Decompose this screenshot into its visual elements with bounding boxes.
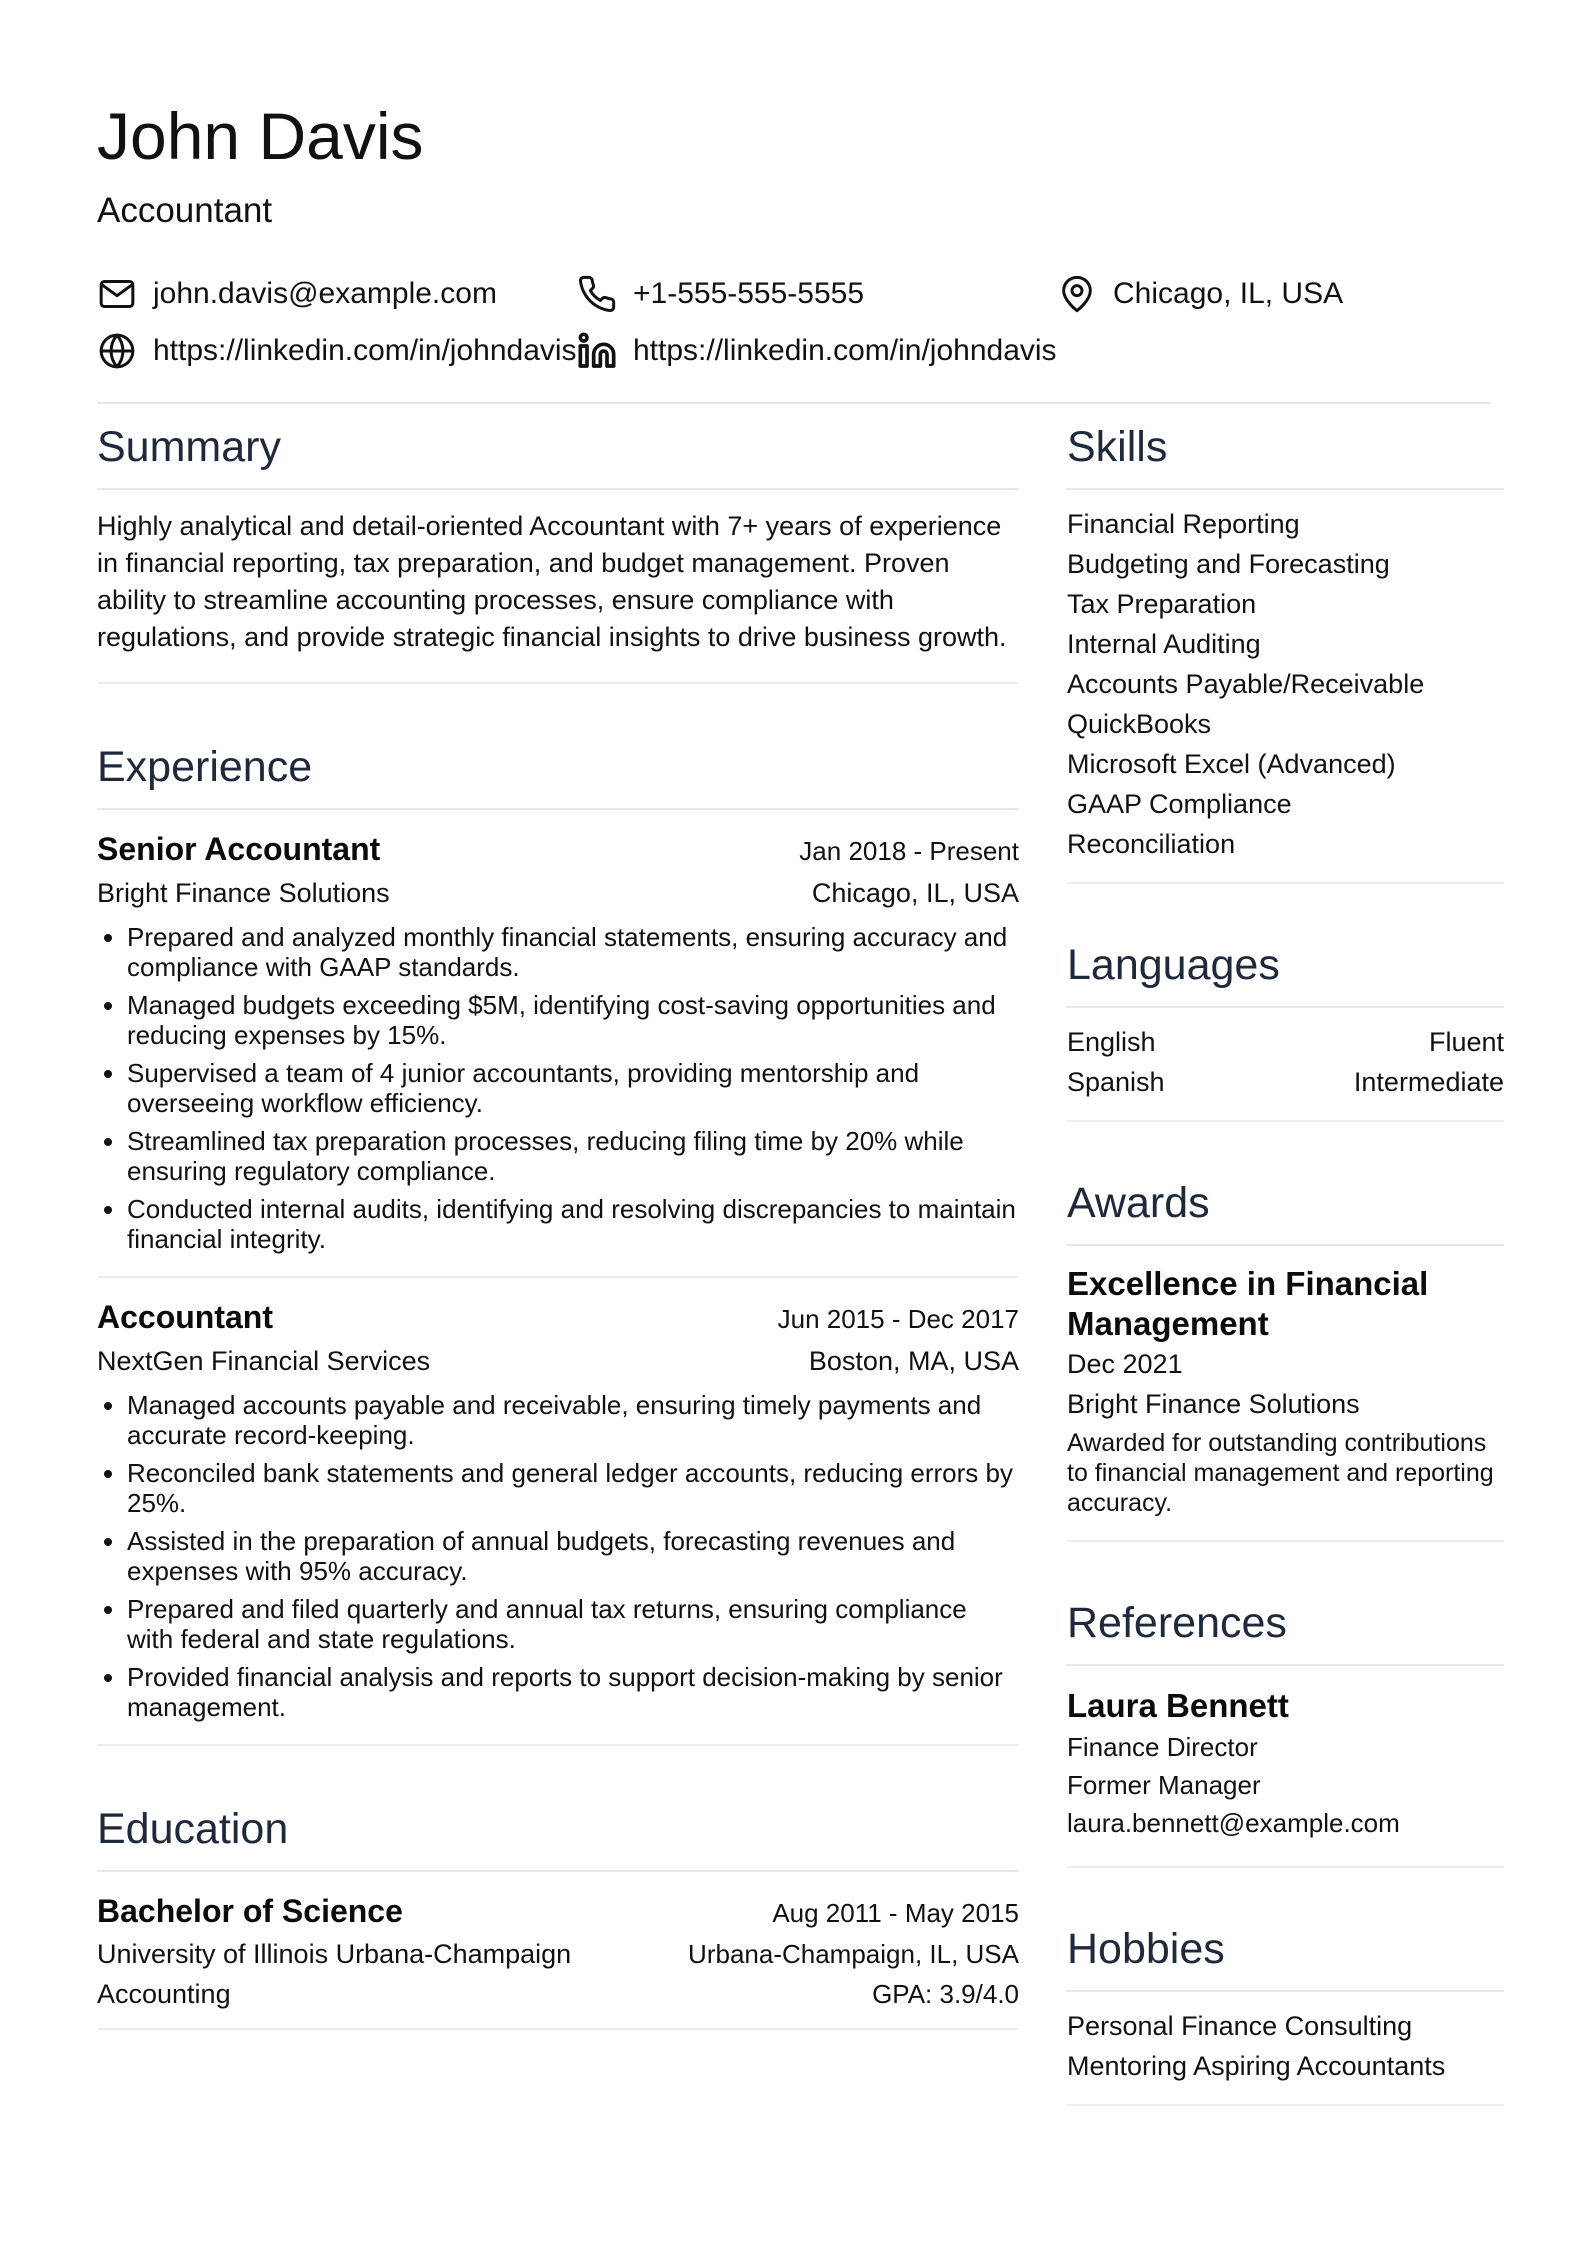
experience-section [97, 738, 1019, 1746]
sidebar-column [1067, 418, 1504, 2106]
reference-email[interactable]: laura.bennett@example.com [1067, 1808, 1400, 1838]
award-entry [1067, 1246, 1504, 1540]
section-spacer [1067, 1542, 1504, 1594]
skill-item: Internal Auditing [1067, 629, 1261, 659]
section-spacer [97, 1746, 1019, 1800]
job-bullet: • Prepared and analyzed monthly financial statements, ensuring accuracy and compliance with GAAP standards. [127, 922, 1019, 982]
job-company: Bright Finance Solutions [97, 878, 390, 908]
globe-icon [97, 331, 137, 371]
awards-title: Awards [1067, 1174, 1504, 1246]
education-school: University of Illinois Urbana-Champaign [97, 1939, 572, 1969]
job-bullet: • Reconciled bank statements and general ledger accounts, reducing errors by 25%. [127, 1458, 1019, 1518]
contact-email-text: john.davis@example.com [153, 277, 497, 310]
section-spacer [97, 684, 1019, 738]
hobbies-list [1067, 1992, 1504, 2104]
job-location: Chicago, IL, USA [811, 878, 1019, 908]
education-degree: Bachelor of Science [97, 1893, 403, 1929]
awards-section [1067, 1174, 1504, 1542]
main-column [97, 418, 1019, 2030]
reference-relation: Former Manager [1067, 1770, 1261, 1800]
job-bullets [97, 1390, 1019, 1722]
job-company: NextGen Financial Services [97, 1346, 431, 1376]
experience-entry [97, 810, 1019, 1278]
job-bullet: • Assisted in the preparation of annual budgets, forecasting revenues and expenses with 95% accuracy. [127, 1526, 1019, 1586]
contact-phone[interactable] [577, 274, 864, 314]
languages-section [1067, 936, 1504, 1122]
contact-website[interactable] [97, 331, 577, 371]
education-field: Accounting [97, 1979, 231, 2009]
education-entry [97, 1872, 1019, 2028]
linkedin-icon [577, 331, 617, 371]
experience-entry [97, 1278, 1019, 1744]
contact-linkedin[interactable] [577, 331, 1057, 371]
summary-section [97, 418, 1019, 684]
award-issuer: Bright Finance Solutions [1067, 1389, 1360, 1419]
award-name: Excellence in Financial Management [1067, 1265, 1429, 1342]
skills-section [1067, 418, 1504, 884]
education-section [97, 1800, 1019, 2030]
skill-item: GAAP Compliance [1067, 789, 1292, 819]
summary-text: Highly analytical and detail-oriented Accountant with 7+ years of experience in financial reporting, tax preparation, and budget management. Proven ability to streamline accounting processes, ensure compliance with regulations, and provide strategic financial insights to drive business growth. [97, 511, 1007, 652]
header-divider [97, 402, 1491, 404]
education-dates: Aug 2011 - May 2015 [772, 1898, 1019, 1928]
job-dates: Jan 2018 - Present [799, 836, 1019, 866]
languages-title: Languages [1067, 936, 1504, 1008]
hobbies-title: Hobbies [1067, 1920, 1504, 1992]
reference-position: Finance Director [1067, 1732, 1258, 1762]
candidate-headline: Accountant [97, 191, 273, 230]
skill-item: Tax Preparation [1067, 589, 1257, 619]
skills-title: Skills [1067, 418, 1504, 490]
award-description: Awarded for outstanding contributions to financial management and reporting accuracy. [1067, 1429, 1494, 1517]
contact-website-text: https://linkedin.com/in/johndavis [153, 334, 577, 367]
education-title: Education [97, 1800, 1019, 1872]
skills-list [1067, 490, 1504, 882]
section-spacer [1067, 1868, 1504, 1920]
job-bullet: • Supervised a team of 4 junior accountants, providing mentorship and overseeing workflow efficiency. [127, 1058, 1019, 1118]
references-title: References [1067, 1594, 1504, 1666]
language-row [1067, 1062, 1504, 1102]
candidate-name: John Davis [97, 99, 424, 173]
language-name: English [1067, 1027, 1156, 1057]
section-spacer [1067, 884, 1504, 936]
mail-icon [97, 274, 137, 314]
contact-linkedin-text: https://linkedin.com/in/johndavis [633, 334, 1057, 367]
references-section [1067, 1594, 1504, 1868]
job-bullet: • Managed accounts payable and receivable, ensuring timely payments and accurate record-keeping. [127, 1390, 1019, 1450]
job-position: Accountant [97, 1299, 273, 1335]
language-name: Spanish [1067, 1067, 1165, 1097]
contact-phone-text: +1-555-555-5555 [633, 277, 865, 310]
map-pin-icon [1057, 274, 1097, 314]
contact-email[interactable] [97, 274, 497, 314]
skill-item: Reconciliation [1067, 829, 1236, 859]
job-bullet: • Managed budgets exceeding $5M, identifying cost-saving opportunities and reducing expenses by 15%. [127, 990, 1019, 1050]
hobby-item: Personal Finance Consulting [1067, 2011, 1413, 2041]
skill-item: Budgeting and Forecasting [1067, 549, 1390, 579]
job-dates: Jun 2015 - Dec 2017 [777, 1304, 1019, 1334]
reference-name: Laura Bennett [1067, 1687, 1289, 1724]
job-position: Senior Accountant [97, 831, 381, 867]
job-bullet: • Conducted internal audits, identifying and resolving discrepancies to maintain financial integrity. [127, 1194, 1019, 1254]
skill-item: Accounts Payable/Receivable [1067, 669, 1425, 699]
contact-location-text: Chicago, IL, USA [1113, 277, 1344, 310]
job-location: Boston, MA, USA [808, 1346, 1019, 1376]
section-spacer [1067, 1122, 1504, 1174]
experience-title: Experience [97, 738, 1019, 810]
summary-title: Summary [97, 418, 1019, 490]
language-level: Intermediate [1353, 1067, 1504, 1097]
contact-location [1057, 274, 1343, 314]
job-bullets [97, 922, 1019, 1254]
job-bullet: • Provided financial analysis and reports to support decision-making by senior management. [127, 1662, 1019, 1722]
education-gpa: GPA: 3.9/4.0 [872, 1979, 1019, 2009]
skill-item: QuickBooks [1067, 709, 1212, 739]
hobbies-section [1067, 1920, 1504, 2106]
hobby-item: Mentoring Aspiring Accountants [1067, 2051, 1446, 2081]
phone-icon [577, 274, 617, 314]
language-level: Fluent [1428, 1027, 1504, 1057]
education-location: Urbana-Champaign, IL, USA [688, 1939, 1019, 1969]
job-bullet: • Prepared and filed quarterly and annual tax returns, ensuring compliance with federal and state regulations. [127, 1594, 1019, 1654]
language-row [1067, 1022, 1504, 1062]
skill-item: Microsoft Excel (Advanced) [1067, 749, 1396, 779]
job-bullet: • Streamlined tax preparation processes, reducing filing time by 20% while ensuring regulatory compliance. [127, 1126, 1019, 1186]
reference-entry [1067, 1666, 1504, 1866]
skill-item: Financial Reporting [1067, 509, 1300, 539]
award-date: Dec 2021 [1067, 1349, 1183, 1379]
